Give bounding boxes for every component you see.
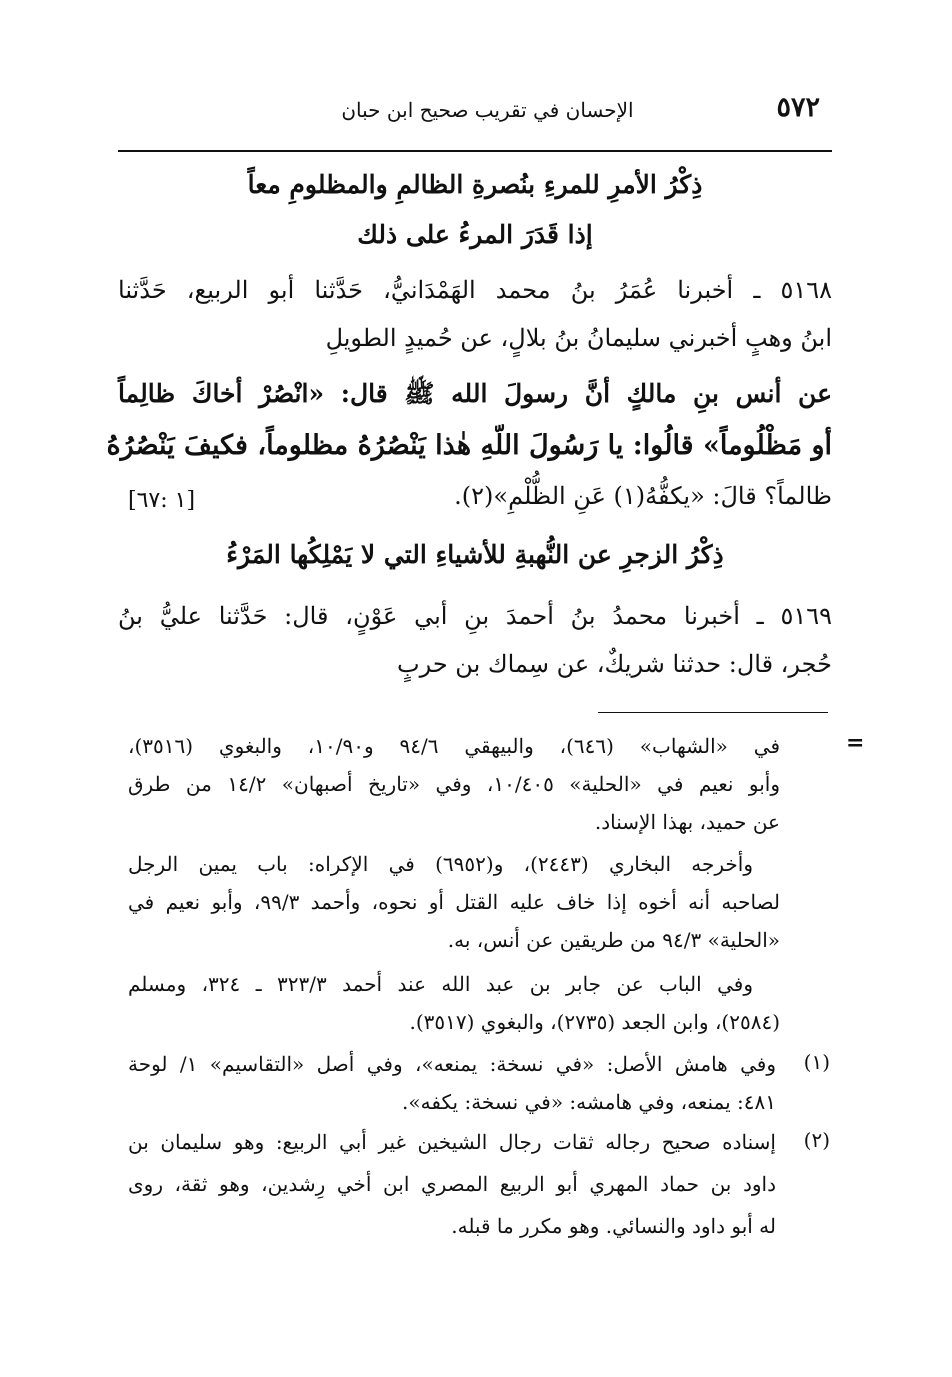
section-title-line2: إذا قَدَرَ المرءُ على ذلك [357, 220, 593, 249]
footnote-para2-line2: لصاحبه أنه أخوه إذا خاف عليه القتل أو نحوه، وأحمد ٩٩/٣، وأبو نعيم في [128, 890, 780, 914]
running-title: الإحسان في تقريب صحيح ابن حبان [341, 98, 634, 122]
hadith-5168-line5: ظالماً؟ قالَ: «يكفُّهُ(١) عَنِ الظُّلْمِ»(٢). [454, 482, 832, 510]
footnote-1-number: (١) [803, 1050, 830, 1074]
hadith-5168-line4: أو مَظْلُوماً» قالُوا: يا رَسُولَ اللّهِ هٰذا يَنْصُرُهُ مظلوماً، فكيفَ يَنْصُرُهُ [106, 430, 832, 461]
section-title-line1: ذِكْرُ الأمرِ للمرءِ بنُصرةِ الظالمِ والمظلومِ معاً [247, 170, 703, 199]
footnote-para3-line1: وفي الباب عن جابر بن عبد الله عند أحمد ٣٢٣/٣ ـ ٣٢٤، ومسلم [128, 972, 753, 996]
footnote-para2-line1: وأخرجه البخاري (٢٤٤٣)، و(٦٩٥٢) في الإكراه: باب يمين الرجل [128, 852, 754, 876]
hadith-5169-line1: ٥١٦٩ ـ أخبرنا محمدُ بنُ أحمدَ بنِ أبي عَوْنٍ، قال: حَدَّثنا عليُّ بنُ [118, 602, 832, 630]
hadith-5169-line2: حُجر، قال: حدثنا شريكٌ، عن سِماك بن حربٍ [397, 650, 832, 678]
continuation-mark: = [846, 730, 865, 756]
footnote-para1-line1: في «الشهاب» (٦٤٦)، والبيهقي ٩٤/٦ و١٠/٩٠، والبغوي (٣٥١٦)، [128, 734, 781, 758]
footnote-para1-line2: وأبو نعيم في «الحلية» ١٠/٤٠٥، وفي «تاريخ أصبهان» ١٤/٢ من طرق [128, 772, 780, 796]
footnote-1-line1: وفي هامش الأصل: «في نسخة: يمنعه»، وفي أصل «التقاسيم» ١/ لوحة [128, 1052, 776, 1076]
header-rule [118, 150, 832, 152]
footnote-2-number: (٢) [803, 1128, 830, 1152]
source-reference: [١ :٦٧] [128, 488, 196, 513]
footnote-1-line2: ٤٨١: يمنعه، وفي هامشه: «في نسخة: يكفه». [402, 1090, 776, 1114]
footnote-para1-line3: عن حميد، بهذا الإسناد. [594, 810, 780, 834]
footnote-2-line2: داود بن حماد المهري أبو الربيع المصري ابن أخي رِشدين، وهو ثقة، روى [128, 1172, 776, 1196]
hadith-5168-line1: ٥١٦٨ ـ أخبرنا عُمَرُ بنُ محمد الهَمْدَانيُّ، حَدَّثنا أبو الربيع، حَدَّثنا [118, 276, 832, 304]
section-title-2: ذِكْرُ الزجرِ عن النُّهبةِ للأشياءِ التي لا يَمْلِكُها المَرْءُ [226, 540, 724, 569]
footnote-2-line3: له أبو داود والنسائي. وهو مكرر ما قبله. [451, 1214, 776, 1238]
footnote-para3-line2: (٢٥٨٤)، وابن الجعد (٢٧٣٥)، والبغوي (٣٥١٧). [409, 1010, 780, 1034]
footnote-2-line1: إسناده صحيح رجاله ثقات رجال الشيخين غير أبي الربيع: وهو سليمان بن [128, 1130, 776, 1154]
footnote-para2-line3: «الحلية» ٩٤/٣ من طريقين عن أنس، به. [447, 928, 780, 952]
page-number: ٥٧٢ [776, 92, 820, 123]
hadith-5168-line2: ابنُ وهبٍ أخبرني سليمانُ بنُ بلالٍ، عن حُميدٍ الطويلِ [325, 324, 832, 352]
hadith-5168-line3: عن أنس بنِ مالكٍ أنَّ رسولَ الله ﷺ قال: «انْصُرْ أخاكَ ظالِماً [118, 379, 832, 408]
footnote-rule [598, 712, 828, 713]
